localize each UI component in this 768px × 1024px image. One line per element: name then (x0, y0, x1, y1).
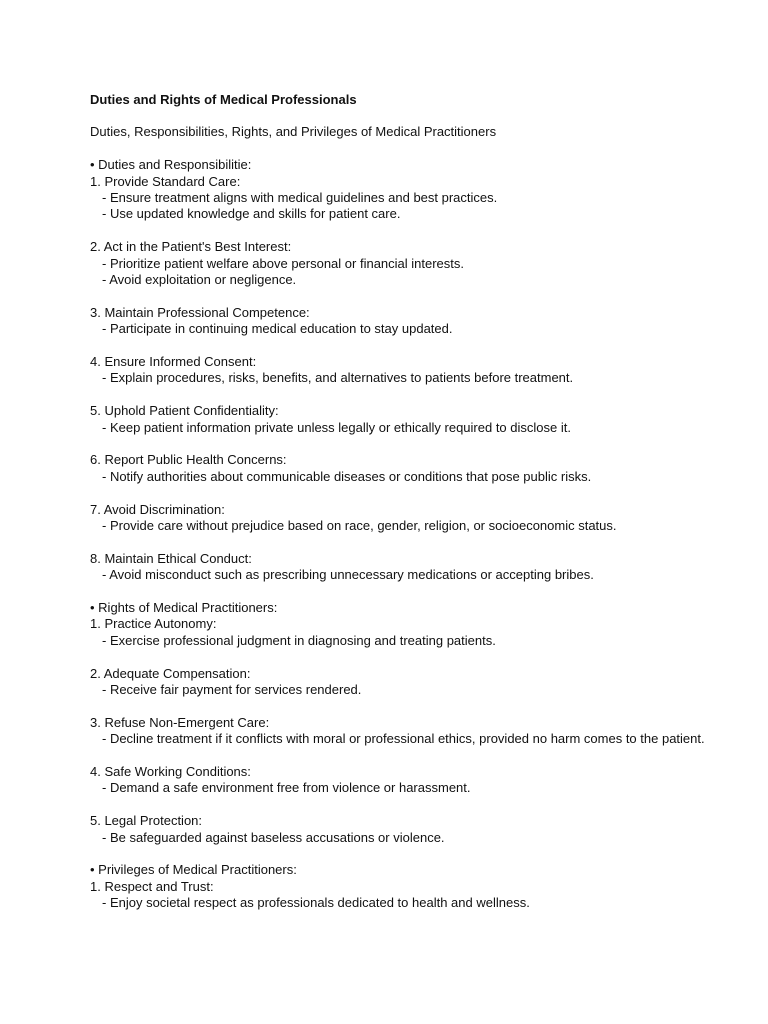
document-subtitle: Duties, Responsibilities, Rights, and Privileges of Medical Practitioners (90, 124, 497, 140)
list-item-detail: - Avoid misconduct such as prescribing unnecessary medications or accepting bribes. (102, 567, 594, 583)
list-item-detail: - Use updated knowledge and skills for patient care. (102, 206, 401, 222)
list-item-heading: 3. Refuse Non-Emergent Care: (90, 714, 270, 730)
list-item-heading: 7. Avoid Discrimination: (90, 501, 225, 517)
list-item-detail: - Demand a safe environment free from violence or harassment. (102, 780, 471, 796)
list-item (90, 666, 708, 699)
section-heading: • Rights of Medical Practitioners: (90, 600, 278, 616)
list-item (90, 305, 708, 338)
section (90, 157, 708, 583)
list-item-heading: 2. Adequate Compensation: (90, 665, 251, 681)
list-item (90, 551, 708, 584)
list-item-detail: - Explain procedures, risks, benefits, and alternatives to patients before treatment. (102, 370, 574, 386)
section-heading: • Privileges of Medical Practitioners: (90, 862, 297, 878)
list-item-heading: 8. Maintain Ethical Conduct: (90, 550, 252, 566)
section-heading: • Duties and Responsibilitie: (90, 157, 252, 173)
list-item-detail: - Ensure treatment aligns with medical guidelines and best practices. (102, 190, 498, 206)
list-item-heading: 2. Act in the Patient's Best Interest: (90, 239, 292, 255)
list-item-heading: 4. Safe Working Conditions: (90, 764, 251, 780)
list-item (90, 616, 708, 649)
list-item-detail: - Exercise professional judgment in diagnosing and treating patients. (102, 632, 496, 648)
list-item-heading: 1. Respect and Trust: (90, 878, 214, 894)
list-item-detail: - Provide care without prejudice based on race, gender, religion, or socioeconomic status. (102, 518, 617, 534)
list-item-detail: - Keep patient information private unless legally or ethically required to disclose it. (102, 419, 571, 435)
list-item-heading: 4. Ensure Informed Consent: (90, 354, 257, 370)
list-item-detail: - Decline treatment if it conflicts with moral or professional ethics, provided no harm comes to the patient. (102, 731, 705, 747)
list-item-detail: - Avoid exploitation or negligence. (102, 272, 297, 288)
list-item (90, 502, 708, 535)
document-title: Duties and Rights of Medical Professionals (90, 92, 357, 107)
section (90, 600, 708, 846)
list-item-heading: 1. Practice Autonomy: (90, 616, 217, 632)
document-body (90, 157, 708, 911)
list-item (90, 403, 708, 436)
list-item (90, 879, 708, 912)
list-item-heading: 5. Legal Protection: (90, 813, 203, 829)
list-item-heading: 3. Maintain Professional Competence: (90, 304, 310, 320)
list-item (90, 813, 708, 846)
list-item-heading: 6. Report Public Health Concerns: (90, 452, 287, 468)
list-item-heading: 5. Uphold Patient Confidentiality: (90, 403, 279, 419)
section (90, 862, 708, 911)
list-item (90, 354, 708, 387)
list-item-detail: - Participate in continuing medical education to stay updated. (102, 321, 453, 337)
list-item (90, 764, 708, 797)
list-item-detail: - Receive fair payment for services rendered. (102, 682, 362, 698)
list-item-detail: - Enjoy societal respect as professionals dedicated to health and wellness. (102, 895, 530, 911)
list-item-detail: - Be safeguarded against baseless accusations or violence. (102, 829, 445, 845)
list-item (90, 239, 708, 288)
list-item (90, 174, 708, 223)
list-item (90, 452, 708, 485)
list-item-heading: 1. Provide Standard Care: (90, 173, 241, 189)
list-item-detail: - Prioritize patient welfare above personal or financial interests. (102, 255, 465, 271)
list-item (90, 715, 708, 748)
list-item-detail: - Notify authorities about communicable diseases or conditions that pose public risks. (102, 468, 592, 484)
